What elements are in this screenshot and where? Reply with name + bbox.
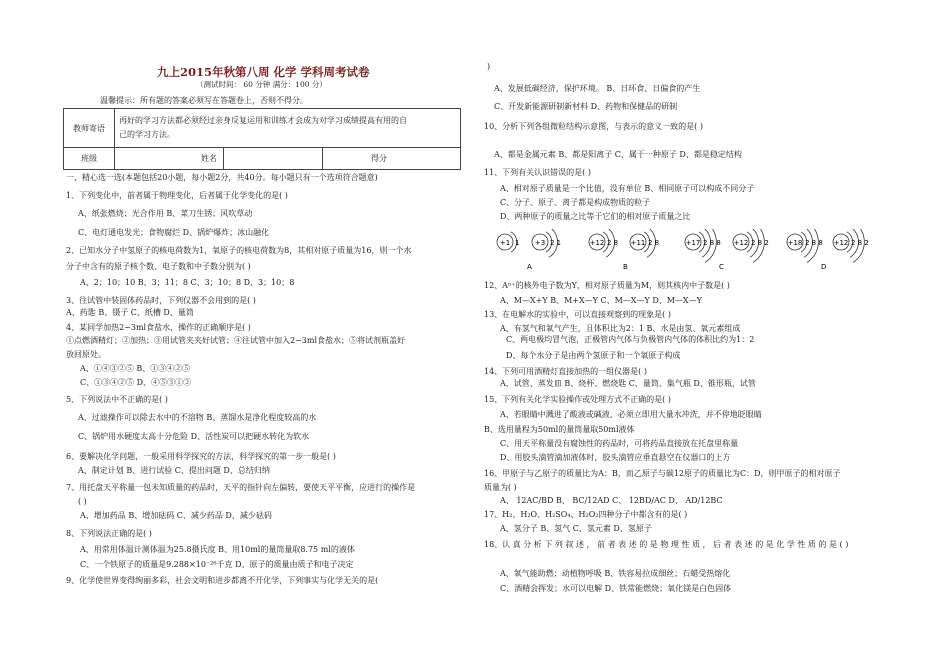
right-line: A、试管、蒸发皿 B、烧杯、燃烧匙 C、量筒、集气瓶 D、锥形瓶、试管 <box>500 379 756 388</box>
left-line: A、纸张燃烧；光合作用 B、菜刀生锈；风吹草动 <box>78 209 253 218</box>
right-line: A、相对原子质量是一个比值，没有单位 B、相同原子可以构成不同分子 <box>500 184 755 193</box>
electron-counts: 2 8 2 <box>851 239 869 247</box>
electron-counts: 2 8 <box>607 239 619 247</box>
right-line: 15、下列有关化学实验操作或处理方式不正确的是( ) <box>484 395 671 404</box>
right-line: C、酒精会挥发；水可以电解 D、铁常能燃烧；氧化镁是白色固体 <box>500 584 732 593</box>
score-cell[interactable] <box>323 148 461 170</box>
right-line: 10、分析下列各组微粒结构示意图，与表示的意义一致的是( ) <box>484 122 703 131</box>
left-line: A、2；10；10 B、3；11；8 C、3；10；8 D、3；10；8 <box>80 278 295 287</box>
score-label: 得分 <box>371 154 387 163</box>
right-line: D、用胶头滴管滴加液体时，胶头滴管应垂直悬空在仪器口的上方 <box>500 453 731 462</box>
nucleus-charge: +12 <box>733 239 749 247</box>
left-line: ①点燃酒精灯；②加热；③用试管夹夹好试管；④往试管中加入2~3ml食盐水；⑤将试剂瓶盖好 <box>66 336 406 345</box>
right-line: A、若眼睛中溅进了酸液或碱液，必须立即用大量水冲洗，并不停地眨眼睛 <box>500 410 762 419</box>
class-label: 班级 <box>64 148 115 170</box>
nucleus-charge: +11 <box>630 239 646 247</box>
right-line: 13、在电解水的实验中，可以直接观察到的现象是( ) <box>484 310 671 319</box>
left-line: 7、用托盘天平称量一包未知质量的药品时，天平的指针向左偏转，要使天平平衡，应进行的操作是 <box>66 483 416 492</box>
left-line: A、①④③②⑤ B、①③④②⑤ <box>80 364 191 373</box>
atom-diagram <box>833 229 869 262</box>
right-line: 12、Aⁿ⁺的核外电子数为Y，相对原子质量为M，则其核内中子数是( ) <box>484 281 730 290</box>
class-field[interactable] <box>115 148 224 170</box>
atom-structure-diagrams <box>495 229 895 275</box>
right-line: A、发展低碳经济，保护环境。 B、日环食、日偏食的产生 <box>494 84 701 93</box>
nucleus-charge: +18 <box>787 239 803 247</box>
left-line: 一、精心选一选(本题包括20小题，每小题2分，共40分。每小题只有一个选项符合题意) <box>66 173 378 182</box>
atom-diagram <box>532 229 561 257</box>
left-line: C、①③④②⑤ D、④⑤③①② <box>80 378 192 387</box>
left-line: 8、下列说法正确的是( ) <box>66 529 152 538</box>
teacher-message <box>115 109 461 148</box>
left-line: 6、要解决化学问题，一般采用科学探究的方法，科学探究的第一步一般是( ) <box>66 452 336 461</box>
atom-diagram <box>787 229 826 271</box>
left-line: A、药匙 B、镊子 C、纸槽 D、量筒 <box>66 308 194 317</box>
left-line: C、电灯通电发光；食物腐烂 D、锅炉爆炸；冰山融化 <box>78 228 270 237</box>
exam-title: 九上2015年秋第八周 化学 学科周考试卷 <box>157 65 370 79</box>
electron-counts: 1 <box>515 239 520 247</box>
right-line: A、有氢气和氧气产生，且体积比为2：1 B、水是由氢、氧元素组成 <box>500 324 741 333</box>
notice-text: 温馨提示：所有题的答案必须写在答题卷上，否则不得分。 <box>100 96 308 105</box>
right-line: C、分子、原子、离子都是构成物质的粒子 <box>500 198 651 207</box>
left-line: 1、下列变化中，前者属于物理变化，后者属于化学变化的是( ) <box>66 191 288 200</box>
nucleus-charge: +3 <box>534 239 546 247</box>
right-line: A、氢分子 B、氢气 C、氢元素 D、氢原子 <box>500 524 652 533</box>
right-line: 16、甲原子与乙原子的质量比为A：B，而乙原子与碳12原子的质量比为C：D，则甲原子的相对原子 <box>484 469 841 478</box>
electron-counts: 2 1 <box>550 239 562 247</box>
left-line: C、锅炉用水硬度太高十分危险 D、活性炭可以把硬水转化为软水 <box>78 432 310 441</box>
teacher-message-line2: 己的学习方法。 <box>119 130 175 139</box>
nucleus-charge: +1 <box>499 239 511 247</box>
left-line: 9、化学使世界变得绚丽多彩，社会文明和进步都离不开化学，下列事实与化学无关的是( <box>66 576 379 585</box>
right-line: B、选用量程为50ml的量筒量取50ml液体 <box>484 425 635 434</box>
left-line: 放回原处。 <box>66 350 106 359</box>
name-field[interactable] <box>224 148 323 170</box>
left-line: ( ) <box>78 497 87 506</box>
electron-counts: 2 8 8 <box>805 239 823 247</box>
diagram-option-label: A <box>527 263 532 271</box>
right-line: D、每个水分子是由两个氢原子和一个氧原子构成 <box>506 351 681 360</box>
left-line: A、增加药品 B、增加砝码 C、减少药品 D、减少砝码 <box>80 511 272 520</box>
right-line: 11、下列有关认识错误的是( ) <box>484 168 591 177</box>
info-table <box>63 108 461 170</box>
diagram-option-label: C <box>719 263 724 271</box>
right-line: ) <box>487 62 491 71</box>
left-line: 分子中含有的原子核个数、电子数和中子数分别为( ) <box>66 262 251 271</box>
right-line: 18、认 真 分 析 下 列 叙 述 ， 前 者 表 述 的 是 物 理 性 质 ， 后 者 表 述 的 是 化 学 性 质 的 是 ( ) <box>484 540 849 549</box>
diagram-option-label: D <box>821 263 827 271</box>
teacher-label: 教师寄语 <box>64 109 115 148</box>
right-line: C、用天平称量没有腐蚀性的药品时，可将药品直接放在托盘里称量 <box>500 439 739 448</box>
left-line: 2、已知水分子中氢原子的核电荷数为1，氧原子的核电荷数为8，其相对原子质量为16，则一个水 <box>66 246 412 255</box>
nucleus-charge: +17 <box>685 239 701 247</box>
electron-counts: 2 8 2 <box>751 239 769 247</box>
atom-diagram <box>589 229 628 271</box>
teacher-message-line1: 再好的学习方法都必须经过亲身反复运用和训练才会成为对学习成绩提高有用的自 <box>119 116 407 125</box>
left-line: 4、某同学加热2~3ml食盐水，操作的正确顺序是( ) <box>66 323 251 332</box>
left-line: C、一个铁原子的质量是9.288×10⁻²⁶千克 D、原子的质量由质子和电子决定 <box>80 560 354 569</box>
right-line: 14、下列可用酒精灯直接加热的一组仪器是( ) <box>484 367 647 376</box>
left-line: A、过滤操作可以除去水中的不溶物 B、蒸馏水是净化程度较高的水 <box>78 413 317 422</box>
electron-counts: 2 8 <box>648 239 660 247</box>
right-line: C、开发新能源研制新材料 D、药物和保健品的研制 <box>494 102 678 111</box>
nucleus-charge: +12 <box>589 239 605 247</box>
atom-diagram <box>497 232 532 271</box>
diagram-option-label: B <box>623 263 628 271</box>
left-line: 5、下列说法中不正确的是( ) <box>66 395 168 404</box>
right-line: C、两电极均冒气泡，正极管内气体与负极管内气体的体积比约为1：2 <box>506 335 755 344</box>
atom-diagram <box>733 229 769 262</box>
right-line: A、M—X+Y B、M+X—Y C、M—X—Y D、M—X—Y <box>500 296 702 305</box>
left-line: A、制定计划 B、进行试验 C、提出问题 D、总结归纳 <box>78 466 270 475</box>
right-line: A、氧气能助燃；动植物呼吸 B、铁容易拉成细丝；石蜡受热熔化 <box>500 569 731 578</box>
name-label: 姓名 <box>201 154 217 163</box>
atom-diagram <box>630 229 659 257</box>
right-line: D、两种原子的质量之比等于它们的相对原子质量之比 <box>500 212 691 221</box>
atom-diagram <box>685 229 724 271</box>
right-line: 17、H₂、H₂O、H₂SO₄、H₂O₂四种分子中都含有的是( ) <box>484 510 688 519</box>
right-line: A、 12AC/BD B、 BC/12AD C、 12BD/AC D、 AD/12BC <box>500 496 723 505</box>
exam-subtitle: （测试时间： 60 分钟 满分：100 分） <box>196 80 327 89</box>
left-line: A、用常用体温计测体温为25.8摄氏度 B、用10ml的量筒量取8.75 ml的液体 <box>80 545 355 554</box>
right-line: 质量为( ) <box>484 483 517 492</box>
nucleus-charge: +12 <box>833 239 849 247</box>
electron-counts: 2 8 8 <box>703 239 721 247</box>
right-line: A、都是金属元素 B、都是阳离子 C、属于一种原子 D、都是稳定结构 <box>494 150 742 159</box>
left-line: 3、往试管中装固体药品时，下列仪器不会用到的是( ) <box>66 296 256 305</box>
